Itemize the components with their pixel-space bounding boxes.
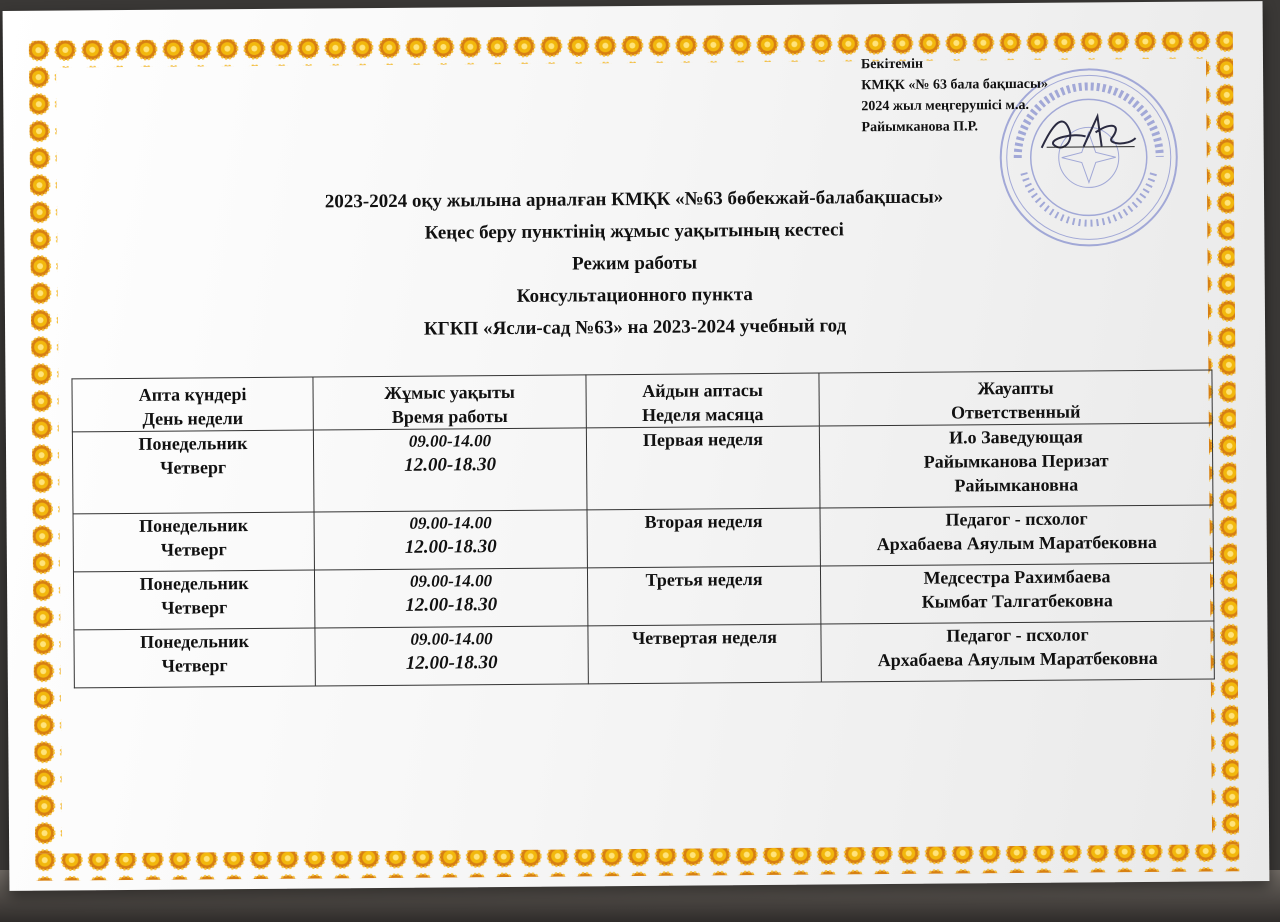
table-header-row — [72, 370, 1212, 432]
header-responsible — [819, 370, 1212, 426]
header-responsible-kz: Жауапты — [977, 377, 1054, 399]
approval-line-4: Райымканова П.Р. — [861, 119, 978, 136]
day-cell — [73, 512, 314, 572]
day-1: Понедельник — [139, 515, 249, 536]
time-1: 09.00-14.00 — [408, 431, 492, 451]
time-1: 09.00-14.00 — [409, 513, 492, 533]
week-label: Третья неделя — [645, 569, 763, 590]
week-label: Четвертая неделя — [631, 626, 778, 649]
responsible-line-2: Кымбат Талгатбековна — [921, 590, 1113, 612]
day-1: Понедельник — [139, 631, 250, 652]
day-cell — [73, 570, 314, 630]
responsible-line-1: Педагог - псхолог — [946, 624, 1089, 646]
header-time-ru: Время работы — [391, 406, 508, 427]
day-2: Четверг — [160, 539, 227, 560]
day-1: Понедельник — [139, 573, 249, 594]
time-cell — [314, 568, 587, 628]
week-cell — [587, 566, 820, 626]
responsible-cell — [820, 563, 1213, 624]
week-cell — [586, 426, 820, 510]
responsible-cell — [820, 505, 1213, 566]
table-row — [73, 505, 1213, 572]
time-cell — [314, 510, 587, 570]
header-time-kz: Жұмыс уақыты — [384, 381, 515, 403]
title-line-2: Кеңес беру пунктінің жұмыс уақытының кестесі — [424, 219, 844, 244]
header-day-kz: Апта күндері — [138, 384, 247, 405]
time-cell — [313, 428, 587, 512]
week-label: Первая неделя — [642, 429, 764, 450]
responsible-line-1: Педагог - псхолог — [945, 508, 1088, 530]
approval-line-3: 2024 жыл меңгерушісі м.а. — [861, 97, 1029, 115]
time-cell — [315, 626, 588, 686]
header-week-ru: Неделя масяца — [641, 403, 764, 425]
time-2: 12.00-18.30 — [404, 536, 497, 558]
week-cell — [587, 508, 820, 568]
table-row — [72, 423, 1213, 514]
header-time — [313, 375, 586, 430]
header-day-ru: День недели — [142, 408, 244, 429]
title-line-3: Режим работы — [572, 252, 698, 275]
title-line-5: КГКП «Ясли-сад №63» на 2023-2024 учебный год — [423, 315, 847, 340]
responsible-cell — [819, 423, 1213, 508]
responsible-line-1: И.о Заведующая — [948, 426, 1083, 448]
day-cell — [72, 430, 314, 514]
table-row — [73, 563, 1213, 630]
header-responsible-ru: Ответственный — [950, 401, 1081, 423]
day-1: Понедельник — [138, 433, 248, 454]
table-row — [74, 621, 1214, 688]
week-cell — [588, 624, 821, 684]
time-1: 09.00-14.00 — [409, 571, 493, 591]
day-2: Четверг — [161, 655, 228, 676]
document-title — [164, 180, 1105, 347]
responsible-line-2: Архабаева Аяулым Маратбековна — [877, 647, 1158, 671]
time-1: 09.00-14.00 — [410, 629, 493, 649]
header-week — [586, 373, 819, 428]
schedule-table — [71, 369, 1214, 688]
day-2: Четверг — [161, 597, 228, 618]
time-2: 12.00-18.30 — [404, 454, 497, 476]
time-2: 12.00-18.30 — [405, 594, 498, 616]
header-day — [72, 377, 313, 432]
day-cell — [74, 628, 315, 688]
week-label: Вторая неделя — [644, 511, 763, 532]
approval-block — [861, 53, 1048, 138]
responsible-line-2: Райымканова Перизат — [923, 450, 1109, 472]
document-sheet — [3, 1, 1270, 891]
time-2: 12.00-18.30 — [405, 652, 498, 674]
responsible-line-3: Райымкановна — [954, 474, 1079, 496]
approval-line-2: КМҚК «№ 63 бала бақшасы» — [861, 76, 1048, 94]
header-week-kz: Айдын аптасы — [642, 380, 763, 401]
day-2: Четверг — [160, 457, 227, 478]
title-line-1: 2023-2024 оқу жылына арналған КМҚК «№63 бөбекжай-балабақшасы» — [324, 186, 944, 213]
approval-line-1: Бекітемін — [860, 56, 924, 73]
responsible-cell — [821, 621, 1214, 682]
title-line-4: Консультационного пункта — [516, 284, 753, 307]
responsible-line-2: Архабаева Аяулым Маратбековна — [876, 531, 1157, 555]
responsible-line-1: Медсестра Рахимбаева — [923, 566, 1111, 588]
